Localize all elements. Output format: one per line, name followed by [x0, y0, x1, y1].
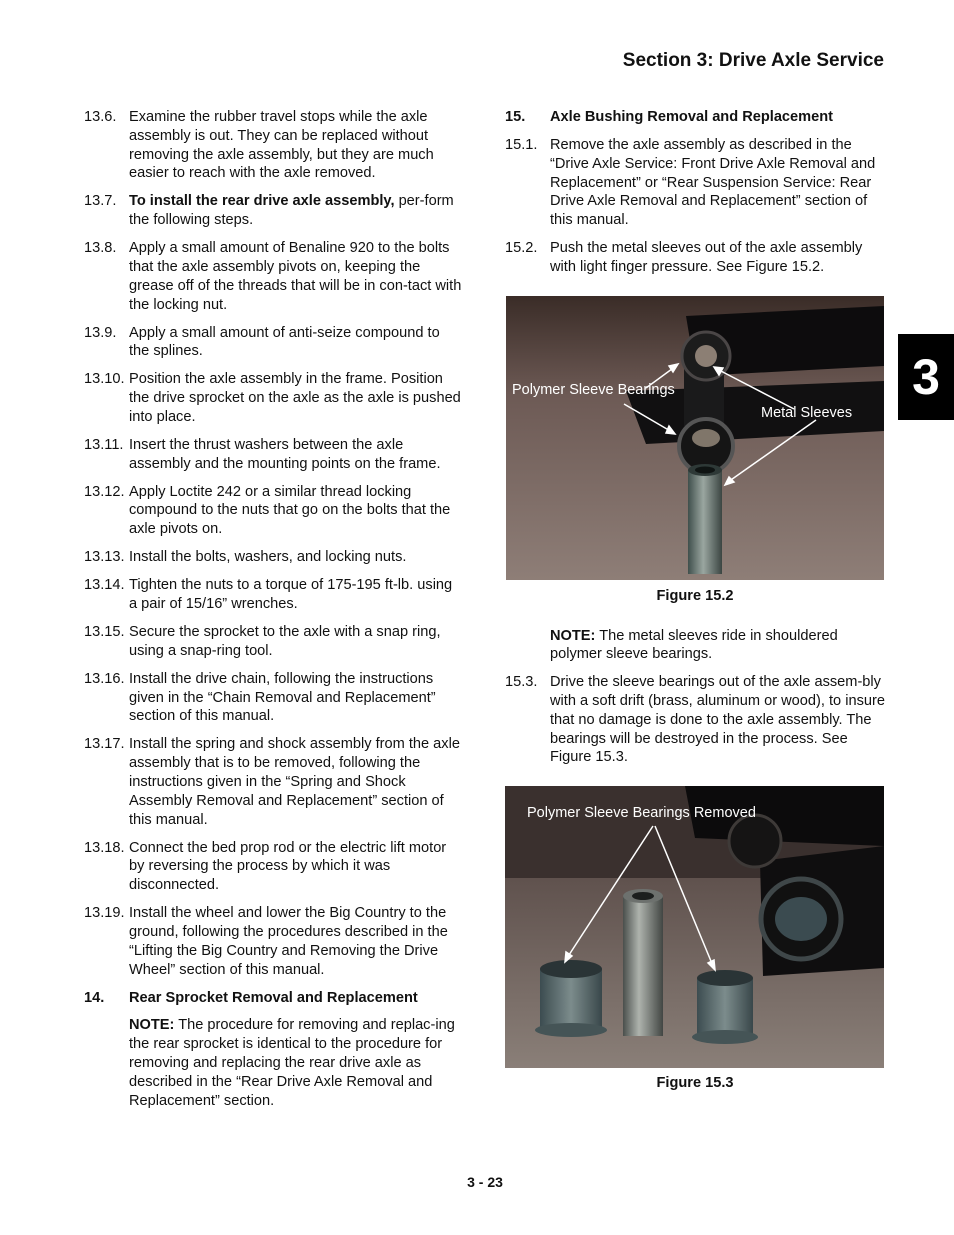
step-number: 13.9.: [84, 324, 117, 341]
page-number: 3 - 23: [467, 1174, 503, 1190]
step-number: 13.17.: [84, 736, 125, 753]
step-text: Connect the bed prop rod or the electric lift motor by reversing the process by which it was disconnected.: [129, 839, 447, 894]
step-13-10: [84, 370, 464, 426]
step-number: 13.8.: [84, 240, 117, 257]
step-number: 15.3.: [505, 674, 538, 691]
figure-15-2-caption: Figure 15.2: [656, 587, 734, 604]
step-text: Secure the sprocket to the axle with a snap ring, using a snap-ring tool.: [129, 624, 441, 659]
axle-bushing-photo: [506, 296, 884, 580]
step-text: Push the metal sleeves out of the axle assembly with light finger pressure. See Figure 15.2.: [550, 240, 863, 275]
figure-label-bearings-removed: Polymer Sleeve Bearings Removed: [527, 805, 756, 822]
step-13-14: [84, 576, 464, 614]
figure-15-3-photo: [505, 786, 884, 1068]
figure-label-metal-sleeves: Metal Sleeves: [761, 404, 853, 421]
step-number: 13.18.: [84, 839, 125, 856]
step-number: 13.11.: [84, 436, 124, 453]
section-14-heading: [84, 989, 464, 1008]
step-number: 15.1.: [505, 136, 538, 153]
step-number: 13.19.: [84, 905, 125, 922]
step-13-9: [84, 324, 464, 362]
step-13-13: [84, 548, 464, 567]
step-15-2: [505, 239, 885, 277]
note-label: NOTE:: [129, 1017, 175, 1034]
removed-bearings-photo: [505, 786, 884, 1068]
step-13-6: [84, 108, 464, 183]
section-15-note: [505, 627, 885, 665]
figure-label-polymer-sleeve-bearings: Polymer Sleeve Bearings: [512, 381, 675, 398]
step-13-7: [84, 192, 464, 230]
section-number: 15.: [505, 109, 526, 125]
chapter-tab: 3: [898, 334, 954, 420]
step-13-11: [84, 436, 464, 474]
figure-15-2-photo: [506, 296, 884, 580]
section-number: 14.: [84, 989, 105, 1006]
step-text: Apply a small amount of anti-seize compound to the splines.: [129, 324, 440, 360]
section-heading-text: Rear Sprocket Removal and Replacement: [129, 989, 418, 1006]
step-number: 13.10.: [84, 371, 125, 388]
step-13-8: [84, 239, 464, 314]
section-title: Section 3: Drive Axle Service: [622, 50, 884, 71]
step-15-3: [505, 673, 885, 767]
step-number: 13.6.: [84, 109, 117, 125]
section-14-note: [84, 1016, 464, 1110]
left-column: [84, 108, 464, 1119]
note-text: The procedure for removing and replac-ing the rear sprocket is identical to the procedure for removing and replacing the rear drive axle as described in the “Rear Drive Axle Removal and Replacement” section.: [129, 1017, 455, 1109]
step-13-12: [84, 483, 464, 539]
step-number: 13.12.: [84, 483, 125, 500]
note-label: NOTE:: [550, 627, 596, 644]
step-text: Tighten the nuts to a torque of 175-195 ft-lb. using a pair of 15/16” wrenches.: [129, 577, 453, 613]
step-text: Install the wheel and lower the Big Country to the ground, following the procedures described in the “Lifting the Big Country and Removing the Drive Wheel” section of this manual.: [129, 905, 448, 978]
section-15-heading: [505, 108, 885, 127]
step-13-19: [84, 904, 464, 979]
step-number: 13.15.: [84, 624, 125, 641]
step-text: Apply a small amount of Benaline 920 to the bolts that the axle assembly pivots on, keeping the grease off of the threads that will be in con-tact with the locking nut.: [129, 240, 462, 313]
step-text: Examine the rubber travel stops while the axle assembly is out. They can be replaced without removing the axle assembly, but they are much easier to reach with the axle removed.: [129, 109, 434, 182]
step-13-17: [84, 735, 464, 829]
step-number: 13.7.: [84, 193, 117, 210]
step-text: Apply Loctite 242 or a similar thread locking compound to the nuts that go on the bolts that the axle pivots on.: [129, 483, 451, 538]
step-text: Install the drive chain, following the instructions given in the “Chain Removal and Replacement” section of this manual.: [129, 670, 436, 725]
step-text: Install the spring and shock assembly from the axle assembly that is to be removed, following the instructions given in the “Spring and Shock Assembly Removal and Replacement” section of this manual.: [129, 736, 460, 828]
step-number: 13.16.: [84, 670, 125, 687]
step-text: Position the axle assembly in the frame. Position the drive sprocket on the axle as the axle is pushed into place.: [129, 371, 461, 425]
step-number: 15.2.: [505, 240, 538, 257]
step-text: Insert the thrust washers between the axle assembly and the mounting points on the frame.: [129, 436, 441, 472]
right-column: [505, 108, 885, 1093]
step-13-18: [84, 839, 464, 895]
step-bold-text: To install the rear drive axle assembly,: [129, 193, 395, 210]
step-13-16: [84, 670, 464, 726]
note-text: The metal sleeves ride in shouldered polymer sleeve bearings.: [550, 627, 838, 663]
step-text: Install the bolts, washers, and locking nuts.: [129, 549, 407, 566]
section-heading-text: Axle Bushing Removal and Replacement: [550, 109, 834, 125]
step-number: 13.13.: [84, 549, 125, 566]
step-text: per-form the following steps.: [129, 193, 454, 229]
step-text: Remove the axle assembly as described in the “Drive Axle Service: Front Drive Axle Removal and Replacement” or “Rear Suspension Service: Rear Drive Axle Removal and Replacement” section of this manual.: [550, 136, 876, 229]
step-13-15: [84, 623, 464, 661]
step-15-1: [505, 136, 885, 230]
step-text: Drive the sleeve bearings out of the axle assem-bly with a soft drift (brass, aluminum or wood), to insure that no damage is done to the axle assembly. The bearings will be destroyed in the process. See Figure 15.3.: [550, 674, 885, 766]
step-number: 13.14.: [84, 577, 125, 594]
figure-15-3-caption: Figure 15.3: [656, 1075, 734, 1092]
